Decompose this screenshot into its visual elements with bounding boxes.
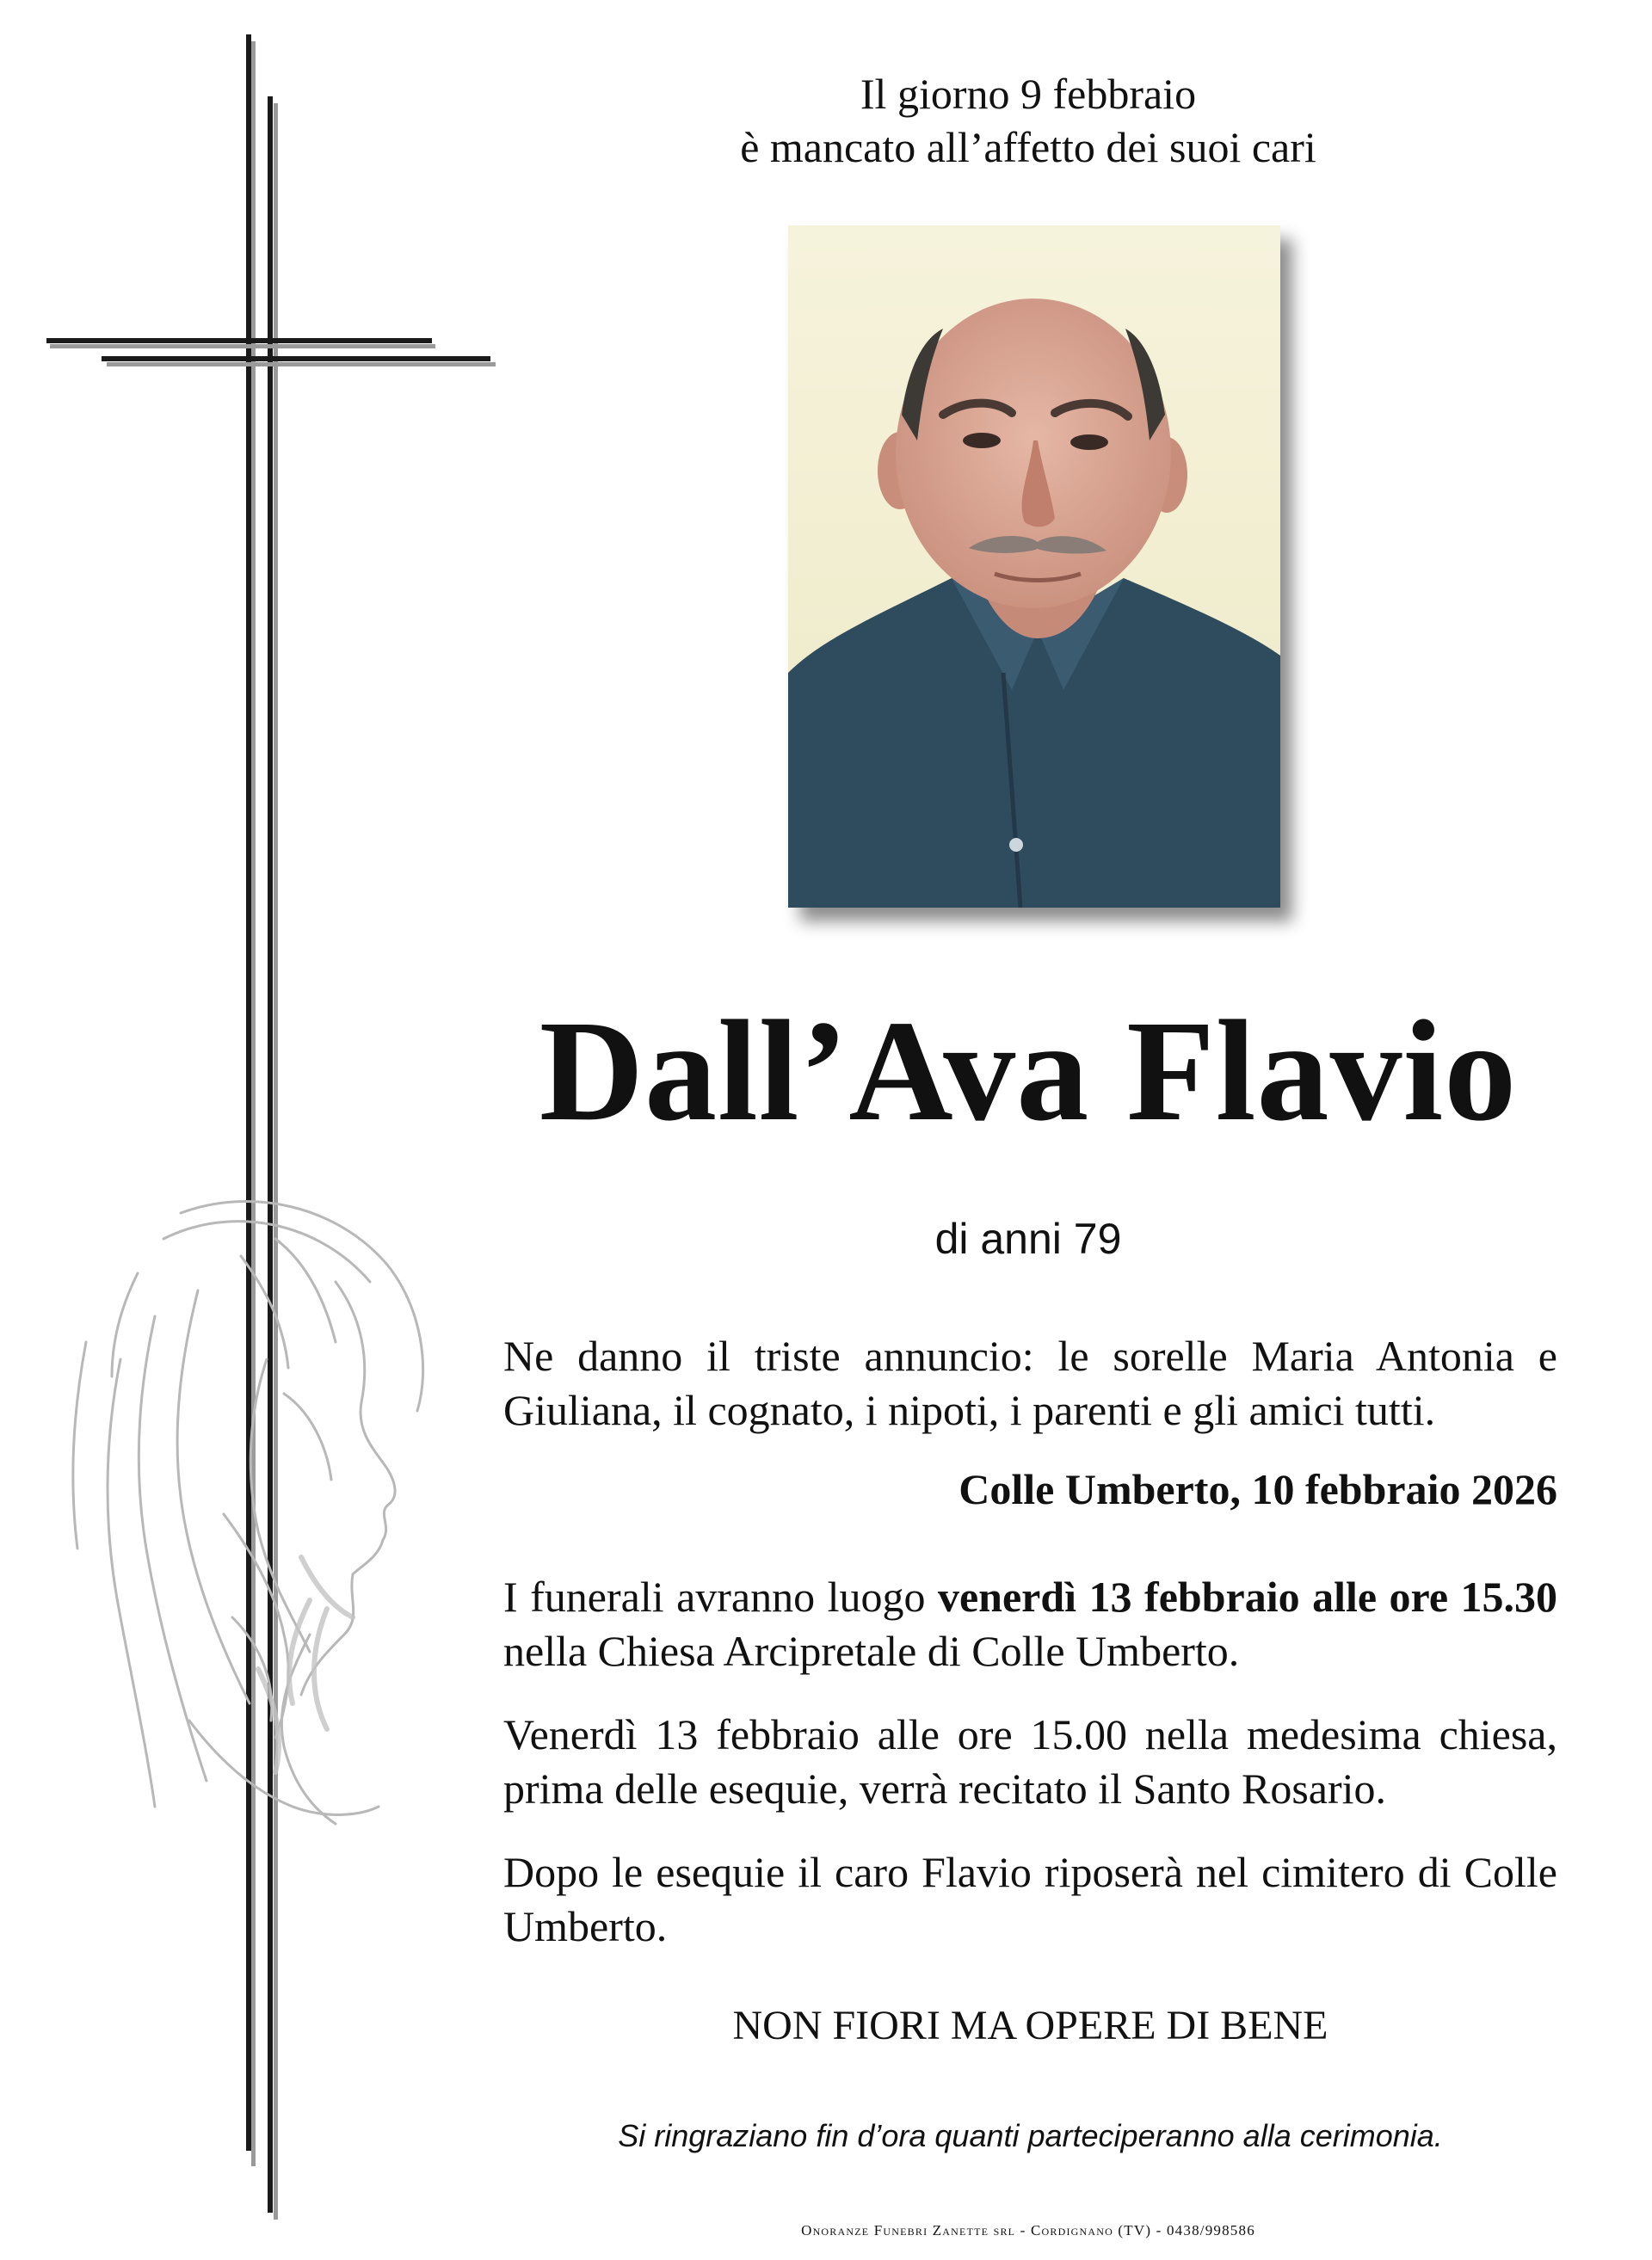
funeral-prefix: I funerali avranno luogo: [503, 1573, 938, 1621]
funeral-suffix: nella Chiesa Arcipretale di Colle Umberto.: [503, 1627, 1240, 1675]
deceased-age: di anni 79: [934, 1215, 1122, 1263]
place-date: Colle Umberto, 10 febbraio 2026: [959, 1465, 1557, 1513]
death-date-header: [551, 67, 1506, 174]
footer-funeral-home: Onoranze Funebri Zanette srl - Cordignano (TV) - 0438/998586: [801, 2222, 1255, 2238]
header-line-2: è mancato all’affetto dei suoi cari: [740, 123, 1316, 171]
funeral-datetime: venerdì 13 febbraio alle ore 15.30: [937, 1573, 1557, 1621]
closing-text: NON FIORI MA OPERE DI BENE: [732, 2003, 1328, 2048]
header-line-1: Il giorno 9 febbraio: [860, 70, 1197, 118]
deceased-name: Dall’Ava Flavio: [539, 991, 1518, 1151]
funeral-text: [503, 1570, 1557, 1678]
portrait-photo: [788, 225, 1280, 908]
burial-text: Dopo le esequie il caro Flavio riposerà nel cimitero di Colle Umberto.: [503, 1848, 1557, 1950]
announcement-text: Ne danno il triste annuncio: le sorelle Maria Antonia e Giuliana, il cognato, i nipoti, i parenti e gli amici tutti.: [503, 1332, 1557, 1434]
christ-sketch-icon: [52, 1187, 439, 1841]
thanks-text: Si ringraziano fin d’ora quanti parteciperanno alla cerimonia.: [618, 2118, 1443, 2153]
rosary-text: Venerdì 13 febbraio alle ore 15.00 nella medesima chiesa, prima delle esequie, verrà recitato il Santo Rosario.: [503, 1710, 1557, 1813]
